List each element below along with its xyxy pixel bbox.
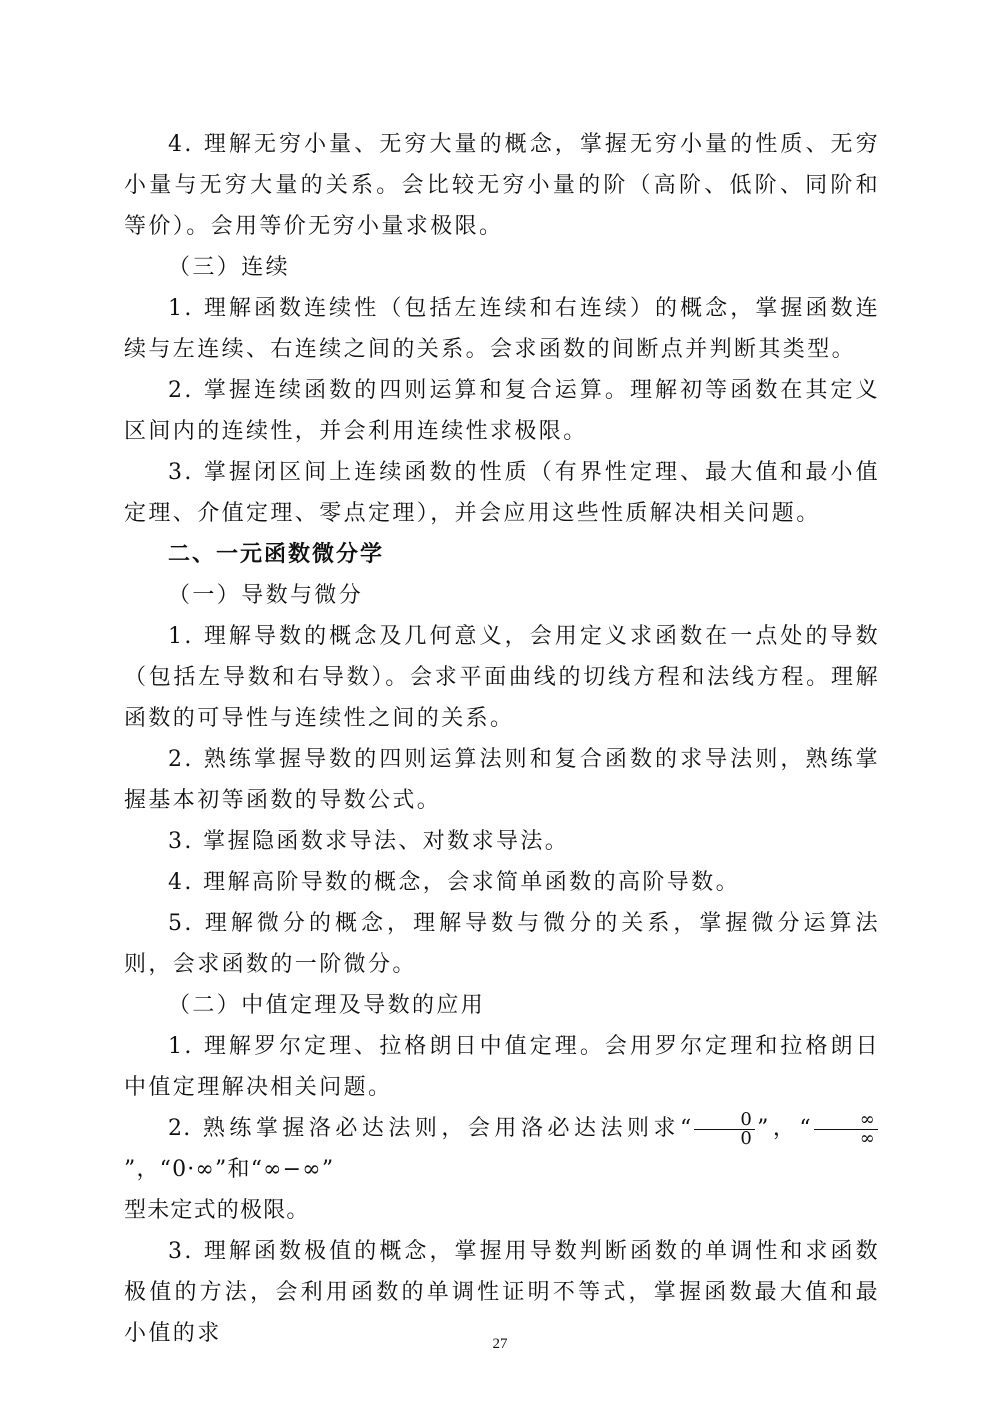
- paragraph-derivative-3: 3. 掌握隐函数求导法、对数求导法。: [168, 829, 570, 854]
- form-inf-minus-inf: ∞−∞: [263, 1157, 322, 1182]
- lhopital-tail: 型未定式的极限。: [124, 1198, 310, 1223]
- lhopital-lead: 2. 熟练掌握洛必达法则，会用洛必达法则求: [168, 1116, 680, 1141]
- paragraph-lhopital: 2. 熟练掌握洛必达法则，会用洛必达法则求“ $\frac{0}{0}$ ”，“ $\frac{\infty}{\infty}$ ”，“0·∞”和“∞−∞” 型未定式的极限。: [124, 1108, 876, 1223]
- paragraph-mean-value-1: 1. 理解罗尔定理、拉格朗日中值定理。会用罗尔定理和拉格朗日中值定理解决相关问题。: [124, 1034, 880, 1100]
- heading-mean-value: （二）中值定理及导数的应用: [168, 993, 486, 1018]
- paragraph-continuity-3: 3. 掌握闭区间上连续函数的性质（有界性定理、最大值和最小值定理、介值定理、零点定理），并会应用这些性质解决相关问题。: [124, 460, 880, 526]
- page-content: [124, 124, 880, 1354]
- paragraph-derivative-5: 5. 理解微分的概念，理解导数与微分的关系，掌握微分运算法则，会求函数的一阶微分。: [124, 911, 880, 977]
- paragraph-derivative-2: 2. 熟练掌握导数的四则运算法则和复合函数的求导法则，熟练掌握基本初等函数的导数公式。: [124, 747, 880, 813]
- fraction-inf-over-inf: $\frac{\infty}{\infty}$: [814, 1111, 878, 1148]
- paragraph-extrema: 3. 理解函数极值的概念，掌握用导数判断函数的单调性和求函数极值的方法，会利用函数的单调性证明不等式，掌握函数最大值和最小值的求: [124, 1239, 880, 1346]
- page-number: 27: [492, 1336, 508, 1352]
- fraction-zero-over-zero: $\frac{0}{0}$: [694, 1111, 755, 1148]
- paragraph-continuity-2: 2. 掌握连续函数的四则运算和复合运算。理解初等函数在其定义区间内的连续性，并会利用连续性求极限。: [124, 378, 880, 444]
- paragraph-derivative-1: 1. 理解导数的概念及几何意义，会用定义求函数在一点处的导数（包括左导数和右导数）。会求平面曲线的切线方程和法线方程。理解函数的可导性与连续性之间的关系。: [124, 624, 880, 731]
- form-zero-times-inf: 0·∞: [172, 1157, 216, 1182]
- paragraph-infinitesimal: 4. 理解无穷小量、无穷大量的概念，掌握无穷小量的性质、无穷小量与无穷大量的关系。会比较无穷小量的阶（高阶、低阶、同阶和等价）。会用等价无穷小量求极限。: [124, 132, 880, 239]
- paragraph-derivative-4: 4. 理解高阶导数的概念，会求简单函数的高阶导数。: [168, 870, 740, 895]
- heading-differential-calculus: 二、一元函数微分学: [168, 542, 385, 567]
- paragraph-continuity-1: 1. 理解函数连续性（包括左连续和右连续）的概念，掌握函数连续与左连续、右连续之间的关系。会求函数的间断点并判断其类型。: [124, 296, 880, 362]
- heading-continuity: （三）连续: [168, 255, 291, 280]
- heading-derivative-differential: （一）导数与微分: [168, 583, 364, 608]
